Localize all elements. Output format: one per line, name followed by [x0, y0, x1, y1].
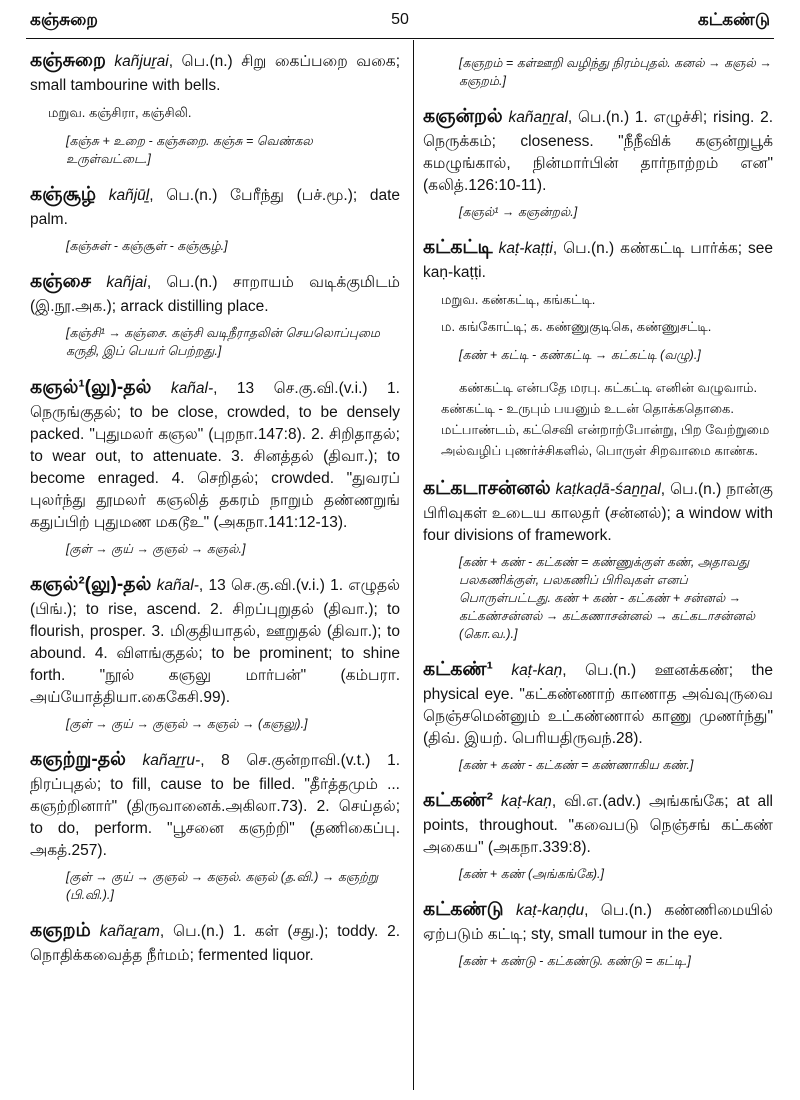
dictionary-entry: [30, 747, 400, 862]
dictionary-entry: [423, 476, 773, 547]
etymology-note: [கஞ்சி¹ → கஞ்சை. கஞ்சி வடிநீராதலின் செயலொப்புமை கருதி, இப் பெயர் பெற்றது.]: [66, 326, 380, 359]
etymology-note: [கஞறம் = கள்ஊறி வழிந்து நிரம்புதல். கனல் → கஞல் → கஞறம்.]: [459, 56, 772, 89]
entry-transliteration: kañaṟṟu-: [142, 751, 201, 769]
entry-transliteration: kaṭ-kaṭṭi: [498, 240, 553, 258]
dictionary-entry: [423, 235, 773, 284]
entry-definition: , பெ.(n.) 1. கள் (சது.); toddy. 2. நொதிக்கவைத்த நீர்மம்; fermented liquor.: [30, 922, 400, 964]
dictionary-entry: [30, 375, 400, 534]
entry-headword: கஞ்சுறை: [30, 50, 106, 71]
entry-transliteration: kañjai: [106, 274, 147, 292]
dictionary-entry: [30, 918, 400, 967]
entry-transliteration: kañaṟam: [99, 922, 160, 940]
entry-definition: , பெ.(n.) நான்கு பிரிவுகள் உடைய காலதர் (சன்னல்); a window with four divisions of framework.: [423, 480, 773, 544]
entry-definition: , பெ.(n.) கண்கட்டி பார்க்க; see kaṇ-kaṭṭi.: [423, 240, 773, 282]
dictionary-entry: [30, 572, 400, 709]
entry-transliteration: kaṭkaḍā-śaṉṉal: [555, 480, 661, 498]
entry-transliteration: kañaṉṟal: [508, 109, 568, 127]
entry-headword: கஞற்று-தல்: [30, 748, 126, 770]
etymology-note: [குள் → குய் → குஞல் → கஞல்.]: [66, 541, 246, 556]
entry-transliteration: kañjūḻ: [108, 187, 150, 205]
dictionary-entry: [423, 788, 773, 859]
etymology-note: [கண் + கண் - கட்கண் = கண்ணுக்குள் கண், அதாவது பலகணிக்குள், பலகணிப் பிரிவுகள் எனப் பொருள்பட்டது. கண் + கண் - கட்கண் + சன்னல் → கட்கண்சன்னல் → கட்கணாசன்னல் → கட்கடாசன்னல் (கொ.வ.).]: [459, 554, 756, 642]
entry-transliteration: kaṭ-kaṇḍu: [516, 902, 585, 920]
entry-definition: , வி.எ.(adv.) அங்கங்கே; at all points, throughout. "கவைபடு நெஞ்சங் கட்கண் அகைய" (அகநா.339:8).: [423, 793, 773, 857]
entry-transliteration: kaṭ-kaṇ: [500, 793, 552, 811]
etymology-note: [குள் → குய் → குஞல் → கஞல் → (கஞலு).]: [66, 716, 308, 731]
entry-definition: , பெ.(n.) ஊனக்கண்; the physical eye. "கட்கண்ணாற் காணாத அவ்வுருவை நெஞ்சமென்னும் உட்கண்ணால் காணு முணர்ந்து" (திவ். இயற். பெரியதிருவந்.28).: [423, 662, 773, 748]
header-right-guideword: கட்கண்டு: [697, 10, 770, 29]
entry-definition: , பெ.(n.) கண்ணிமையில் ஏற்படும் கட்டி; sty, small tumour in the eye.: [423, 902, 773, 944]
etymology-note: [கண் + கட்டி - கண்கட்டி → கட்கட்டி (வழு).]: [459, 348, 701, 363]
dictionary-entry: [30, 182, 400, 231]
right-column: [423, 48, 773, 985]
etymology-note: [கண் + கண்டு - கட்கண்டு. கண்டு = கட்டி.]: [459, 954, 691, 969]
left-column: [30, 48, 400, 973]
header-left-guideword: கஞ்சுறை: [30, 10, 98, 29]
dictionary-entry: [423, 104, 773, 197]
dictionary-entry: [423, 657, 773, 750]
entry-definition: , 13 செ.கு.வி.(v.i.) 1. நெருங்குதல்; to be close, crowded, to be densely packed. "புதுமலர் கஞல" (புறநா.147:8). 2. சிறிதாதல்; to wear out, to attenuate. 3. சினத்தல் (திவா.); to become enraged. 4. செறிதல்; crowded. "துவரப் புலர்ந்து தூமலர் கஞலித் தகரம் நாறும் தண்ணறுங் கதுப்பிற் புதுமண மகடூஉ" (அகநா.141:12-13).: [30, 379, 400, 531]
entry-headword: கஞல்¹(லு)-தல்: [30, 376, 152, 398]
column-divider: [413, 40, 414, 1090]
entry-headword: கஞ்சை: [30, 271, 92, 293]
entry-definition: , பெ.(n.) 1. எழுச்சி; rising. 2. நெருக்கம்; closeness. "நீநீவிக் கஞன்றுபூக் கமழுங்கால், நின்மார்பின் தார்நாற்றம் என" (கலித்.126:10-11).: [423, 109, 773, 195]
entry-headword: கட்கட்டி: [423, 237, 493, 259]
synonym-line: மறுவ. கஞ்சிரா, கஞ்சிலி.: [48, 104, 192, 120]
dictionary-entry: [30, 48, 400, 97]
synonym-line: ம. கங்கோட்டி; க. கண்ணுகுடிகெ, கண்ணுசட்டி.: [441, 319, 712, 335]
entry-headword: கஞறம்: [30, 919, 91, 941]
entry-headword: கஞன்றல்: [423, 106, 503, 128]
entry-definition: , 13 செ.கு.வி.(v.i.) 1. எழுதல் (பிங்.); to rise, ascend. 2. சிறப்புறுதல் (திவா.); to flourish, prosper. 3. மிகுதியாதல், ஊறுதல் (திவா.); to abound. 4. விளங்குதல்; to be prominent; to shine forth. "நூல் கஞலு மார்பன்" (கம்பரா. அய்யோத்தியா.கைகேசி.99).: [30, 576, 400, 706]
usage-note: கண்கட்டி என்பதே மரபு. கட்கட்டி எனின் வழுவாம். கண்கட்டி - உருபும் பயனும் உடன் தொக்கதொகை. மட்பாண்டம், கட்செவி என்றாற்போன்று, பிற வேற்றுமை அல்வழிப் புணர்ச்சிகளில், பொருள் சிறவாமை காண்க.: [441, 380, 770, 458]
entry-definition: , பெ.(n.) பேரீந்து (பச்.மூ.); date palm.: [30, 187, 401, 229]
entry-headword: கஞ்சூழ்: [30, 184, 97, 206]
synonym-line: மறுவ. கண்கட்டி, கங்கட்டி.: [441, 292, 596, 308]
entry-headword: கட்கண்¹: [423, 659, 493, 681]
entry-headword: கட்கண்டு: [423, 899, 504, 921]
entry-definition: , பெ.(n.) சிறு கைப்பறை வகை; small tambourine with bells.: [30, 53, 401, 94]
etymology-note: [கஞல்¹ → கஞன்றல்.]: [459, 205, 578, 220]
entry-headword: கட்கண்²: [423, 790, 493, 812]
etymology-note: [குள் → குய் → குஞல் → கஞல். கஞல் (த.வி.) → கஞற்று (பி.வி.).]: [66, 869, 379, 902]
dictionary-entry: [30, 269, 400, 318]
dictionary-entry: [423, 897, 773, 946]
entry-transliteration: kañjuṟai: [114, 53, 169, 70]
entry-transliteration: kañal-: [170, 379, 214, 397]
entry-headword: கட்கடாசன்னல்: [423, 477, 551, 499]
entry-headword: கஞல்²(லு)-தல்: [30, 573, 152, 595]
entry-definition: , பெ.(n.) சாறாயம் வடிக்குமிடம் (இ.நூ.அக.); arrack distilling place.: [30, 274, 400, 316]
entry-transliteration: kaṭ-kaṇ: [511, 662, 563, 680]
etymology-note: [கண் + கண் (அங்கங்கே).]: [459, 867, 604, 882]
entry-transliteration: kañal-: [156, 576, 199, 594]
etymology-note: [கஞ்சுள் - கஞ்சூள் - கஞ்சூழ்.]: [66, 239, 228, 254]
page-number: 50: [391, 11, 409, 28]
etymology-note: [கண் + கண் - கட்கண் = கண்ணாகிய கண்.]: [459, 758, 694, 773]
header-rule: [26, 38, 774, 39]
etymology-note: [கஞ்சு + உறை - கஞ்சுறை. கஞ்சு = வெண்கல உருள்வட்டை.]: [66, 133, 313, 167]
entry-definition: , 8 செ.குன்றாவி.(v.t.) 1. நிரப்புதல்; to fill, cause to be filled. "தீர்த்தமும் ... கஞற்றினார்" (திருவானைக்.அகிலா.73). 2. செய்தல்; to do, perform. "பூசனை கஞற்றி" (தணிகைப்பு. அகத்.257).: [30, 751, 400, 859]
